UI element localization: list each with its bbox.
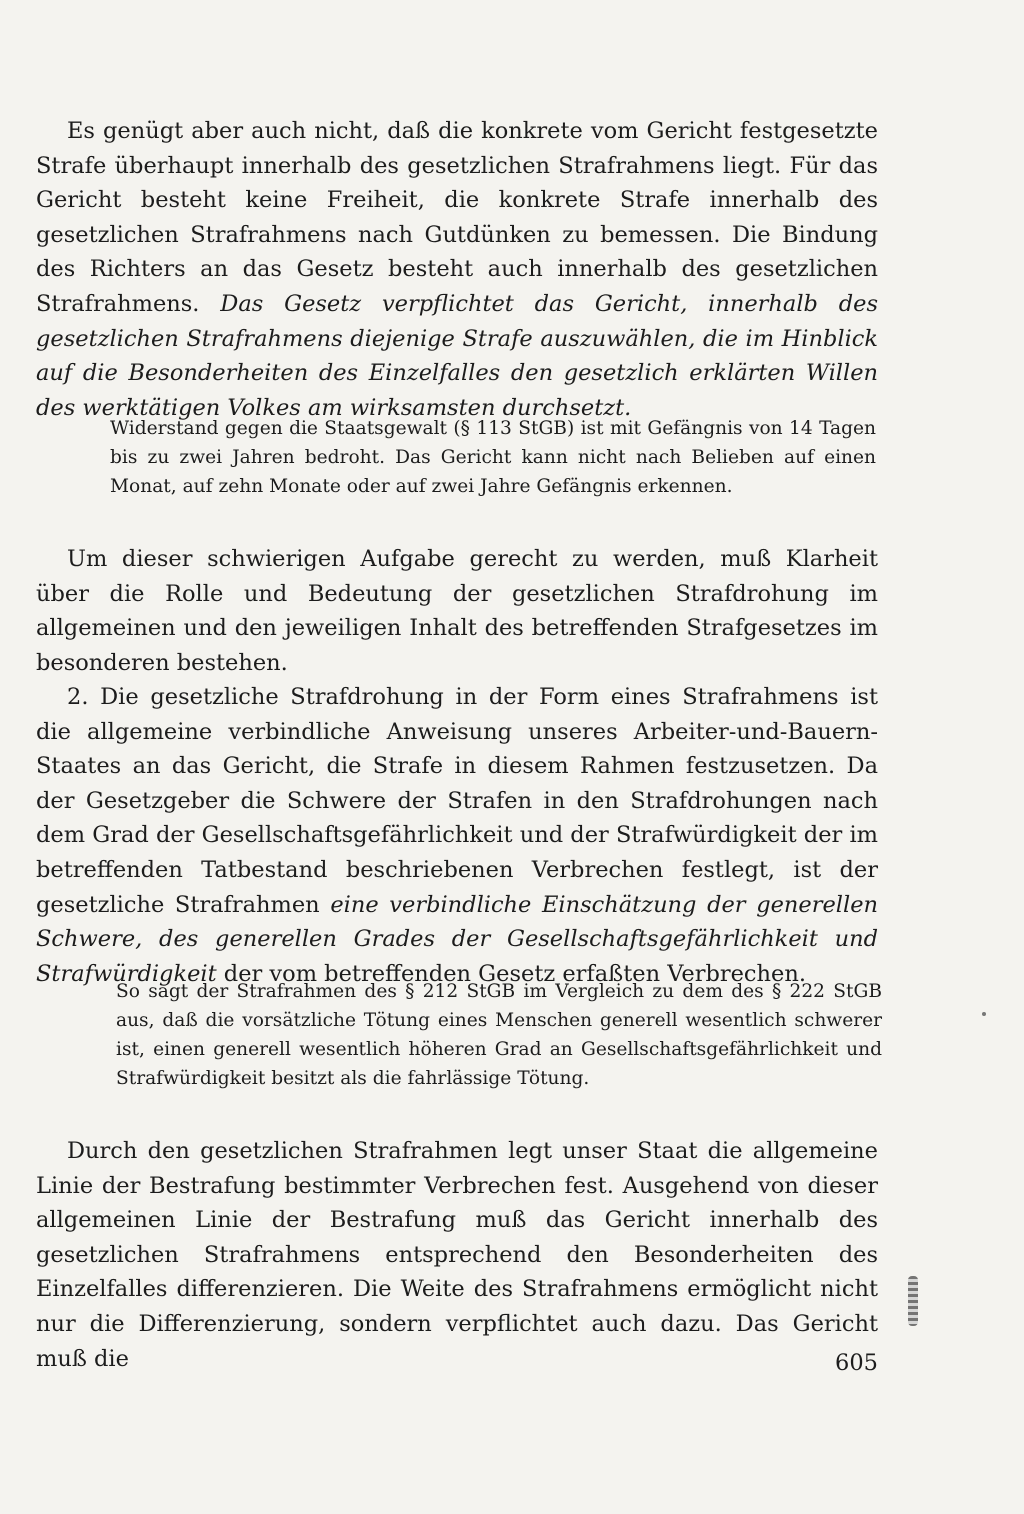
scan-edge-mark — [908, 1276, 918, 1326]
example-widerstand-staatsgewalt: Widerstand gegen die Staatsgewalt (§ 113 StGB) ist mit Gefängnis von 14 Tagen bis zu zwei Jahren bedroht. Das Gericht kann nicht nach Belieben auf einen Monat, auf zehn Monate oder auf zwei Jahre Gefängnis erkennen. — [110, 418, 876, 497]
paragraph-text: 2. Die gesetzliche Strafdrohung in der Form eines Strafrahmens ist die allgemeine verbindliche Anweisung unseres Arbeiter-und-Bauern-Staates an das Gericht, die Strafe in diesem Rahmen festzusetzen. Da der Gesetzgeber die Schwere der Strafen in den Strafdrohungen nach dem Grad der Gesellschaftsgefährlichkeit und der Strafwürdigkeit der im betreffenden Tatbestand beschriebenen Verbrechen festlegt, ist der gesetzliche Strafrahmen — [36, 684, 878, 918]
emphasized-text: Das Gesetz verpflichtet das Gericht, innerhalb des gesetzlichen Strafrahmens diejenige Strafe auszuwählen, die im Hinblick auf die Besonderheiten des Einzelfalles den gesetzlich erklärten Willen des werktätigen Volkes am wirksamsten durchsetzt. — [36, 290, 879, 421]
scan-dust-speck — [982, 1012, 986, 1016]
paragraph-text: Es genügt aber auch nicht, daß die konkrete vom Gericht festgesetzte Strafe überhaupt innerhalb des gesetzlichen Strafrahmens liegt. Für das Gericht besteht keine Freiheit, die konkrete Strafe innerhalb des gesetzlichen Strafrahmens nach Gutdünken zu bemessen. Die Bindung des Richters an das Gesetz besteht auch innerhalb des gesetzlichen Strafrahmens. — [36, 118, 878, 317]
example-toetung-vergleich: So sagt der Strafrahmen des § 212 StGB im Vergleich zu dem des § 222 StGB aus, daß die vorsätzliche Tötung eines Menschen generell wesentlich schwerer ist, einen generell wesentlich höheren Grad an Gesellschaftsgefährlichkeit und Strafwürdigkeit besitzt als die fahrlässige Tötung. — [116, 981, 882, 1089]
paragraph-klarheit-strafdrohung: Um dieser schwierigen Aufgabe gerecht zu werden, muß Klarheit über die Rolle und Bedeutung der gesetzlichen Strafdrohung im allgemeinen und den jeweiligen Inhalt des betreffenden Strafgesetzes im besonderen bestehen. — [36, 546, 878, 676]
paragraph-text-end: der vom betreffenden Gesetz erfaßten Verbrechen. — [216, 960, 806, 987]
page-number: 605 — [835, 1350, 878, 1376]
emphasized-text: eine verbindliche Einschätzung der generellen Schwere, des generellen Grades der Gesellschaftsgefährlichkeit und Strafwürdigkeit — [36, 891, 879, 987]
paragraph-strafe-bemessung — [36, 114, 878, 425]
paragraph-linie-der-bestrafung: Durch den gesetzlichen Strafrahmen legt unser Staat die allgemeine Linie der Bestrafung bestimmter Verbrechen fest. Ausgehend von dieser allgemeinen Linie der Bestrafung muß das Gericht innerhalb des gesetzlichen Strafrahmens entsprechend den Besonderheiten des Einzelfalles differenzieren. Die Weite des Strafrahmens ermöglicht nicht nur die Differenzierung, sondern verpflichtet auch dazu. Das Gericht muß die — [36, 1138, 878, 1372]
paragraph-strafrahmen-anweisung — [36, 680, 878, 991]
